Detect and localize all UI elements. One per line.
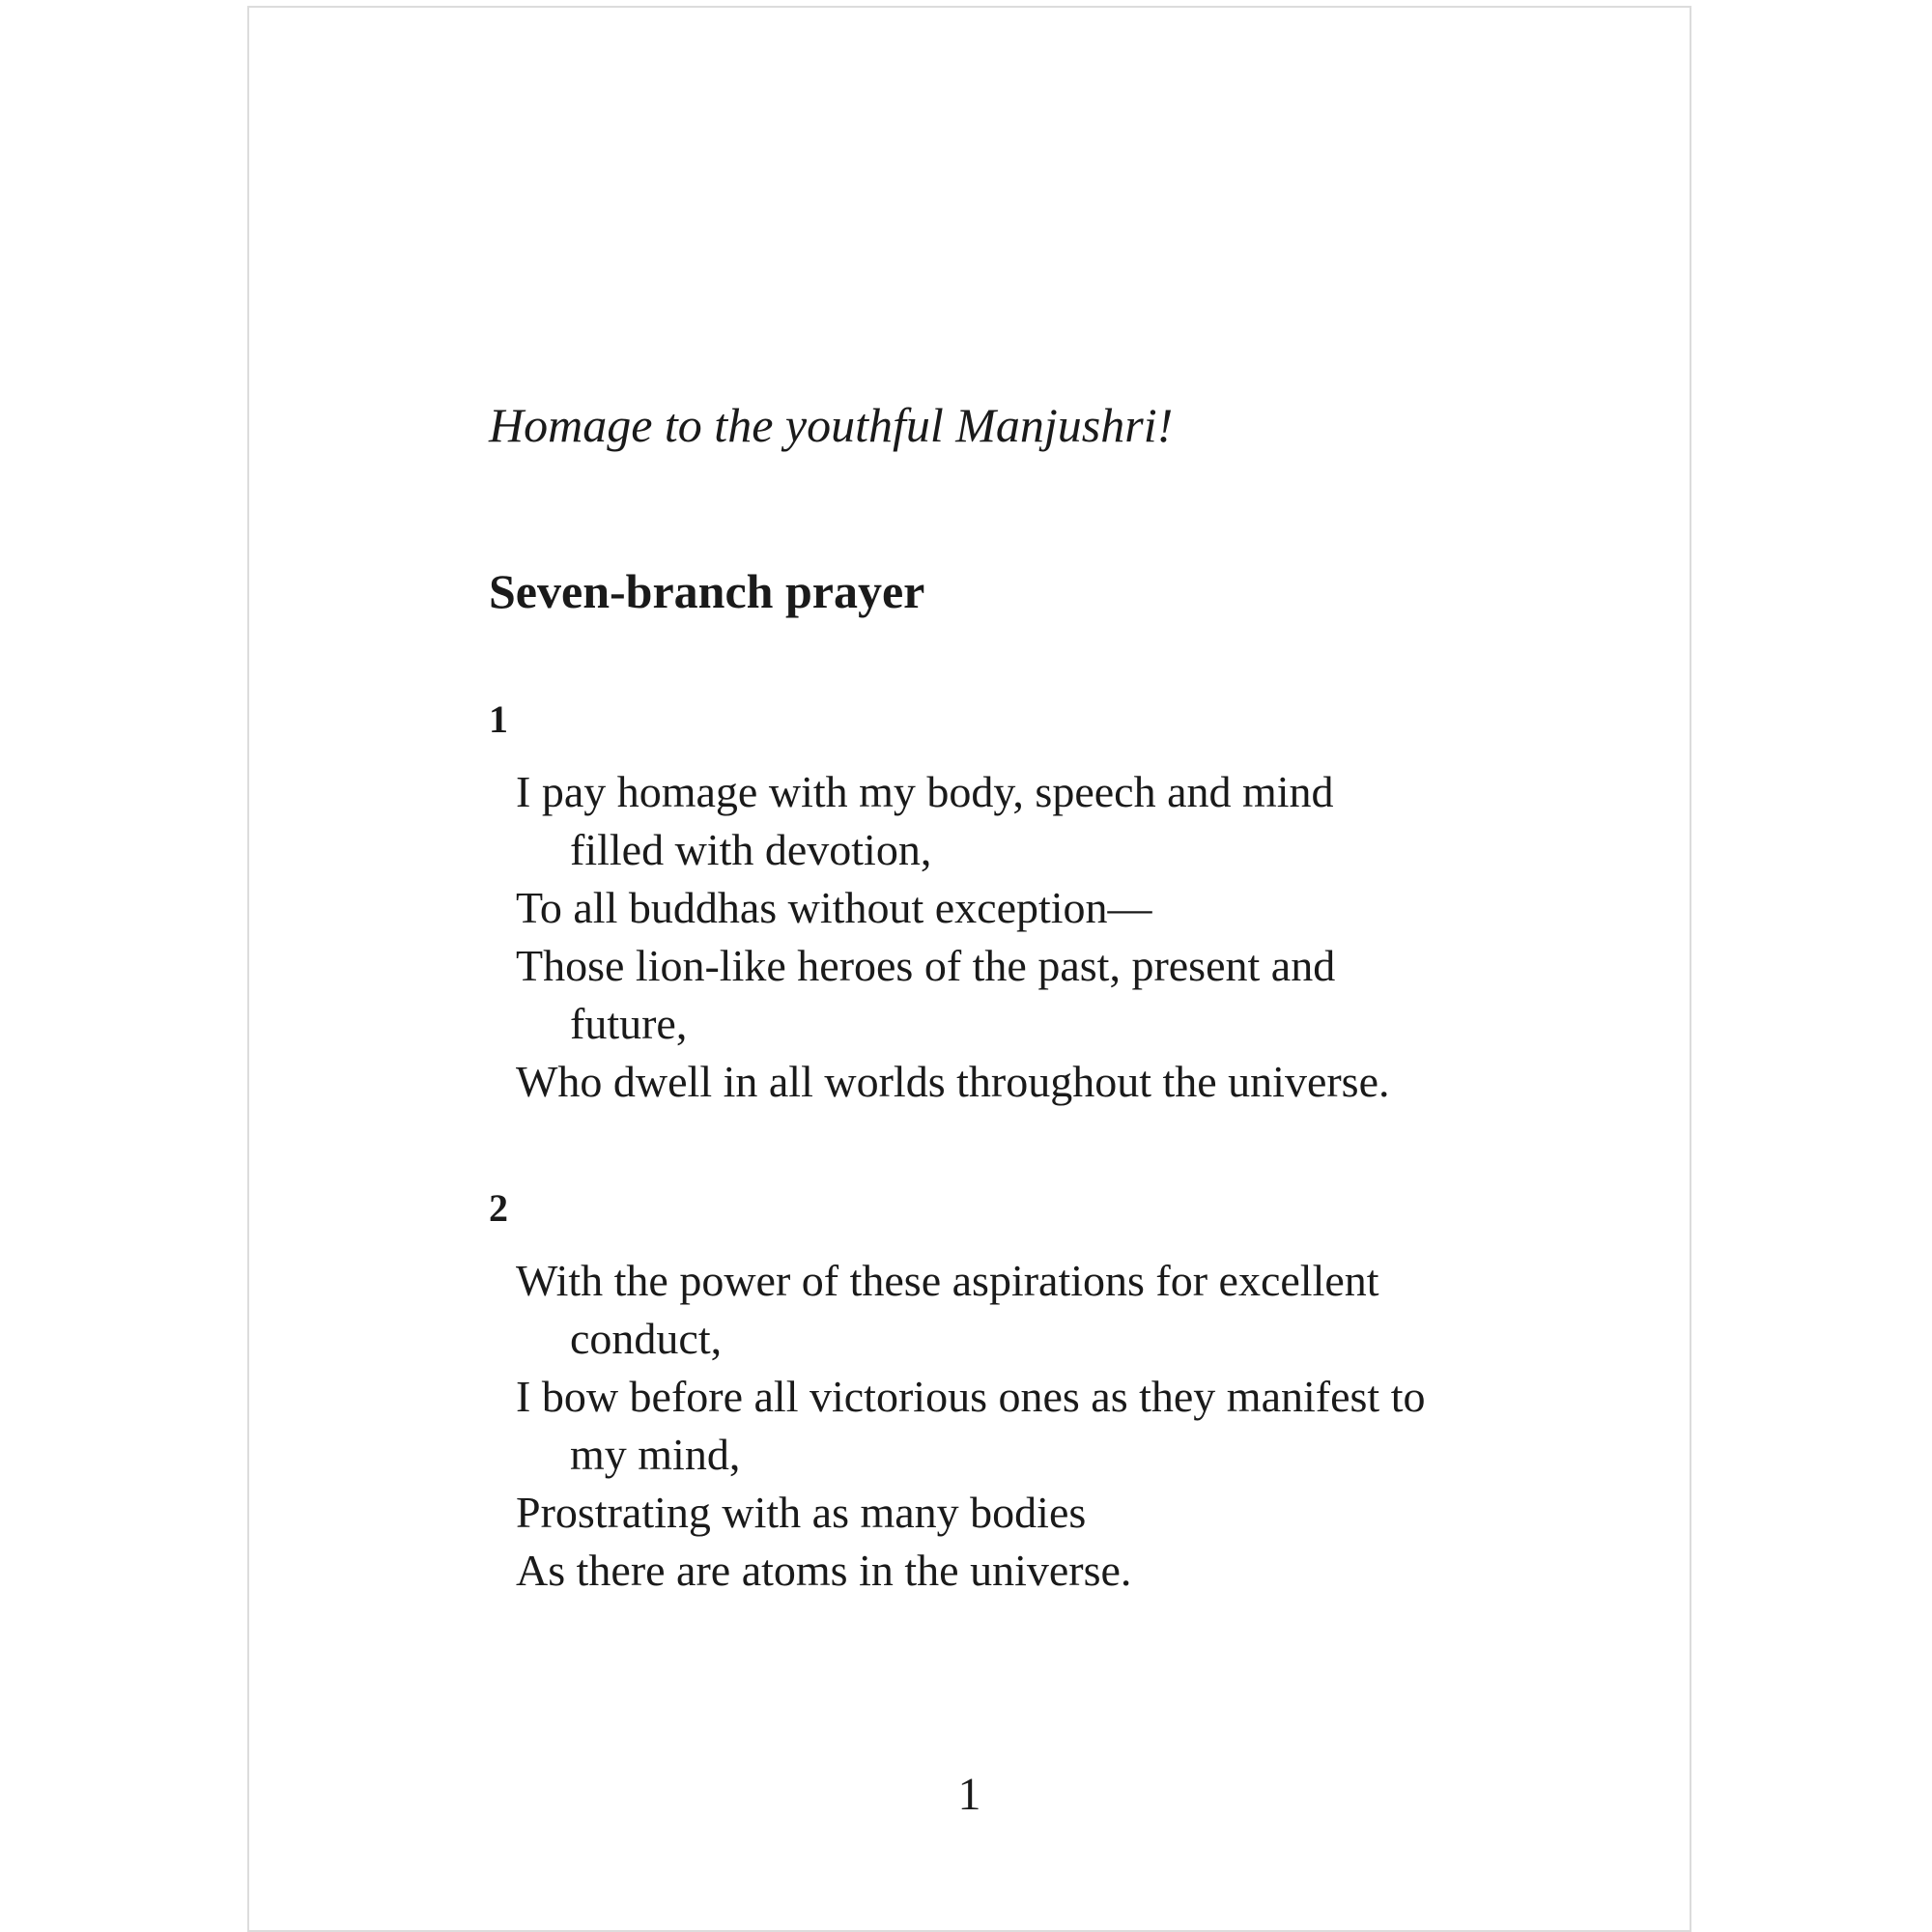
verse-line-continuation: conduct, <box>570 1314 723 1363</box>
verse-line-text: With the power of these aspirations for excellent <box>516 1256 1379 1305</box>
verse-line-text: Prostrating with as many bodies <box>516 1488 1087 1537</box>
homage-line: Homage to the youthful Manjushri! <box>489 398 1174 452</box>
verse-line-continuation: my mind, <box>570 1430 741 1479</box>
verse-line-text: Who dwell in all worlds throughout the universe. <box>516 1057 1390 1106</box>
document-page <box>247 6 1691 1932</box>
verse-line-text: I bow before all victorious ones as they manifest to <box>516 1372 1426 1421</box>
section-title: Seven-branch prayer <box>489 564 925 618</box>
verse-number: 2 <box>489 1186 508 1230</box>
verse-line-text: To all buddhas without exception— <box>516 883 1152 932</box>
verse-line-continuation: future, <box>570 999 688 1048</box>
verse-line <box>516 1368 1627 1484</box>
verse-block <box>516 763 1627 1111</box>
verse-number: 1 <box>489 697 508 741</box>
verse-line-text: As there are atoms in the universe. <box>516 1546 1132 1595</box>
verse-line <box>516 1542 1627 1600</box>
verse-block <box>516 1252 1627 1600</box>
verse-line-text: I pay homage with my body, speech and mind <box>516 767 1334 816</box>
verse-line <box>516 1053 1627 1111</box>
verse-line <box>516 1252 1627 1368</box>
verse-line-text: Those lion-like heroes of the past, present and <box>516 941 1336 990</box>
verse-line <box>516 879 1627 937</box>
page-number: 1 <box>957 1769 981 1820</box>
verse-line <box>516 937 1627 1053</box>
verse-line <box>516 763 1627 879</box>
verse-line-continuation: filled with devotion, <box>570 825 932 874</box>
verse-line <box>516 1484 1627 1542</box>
